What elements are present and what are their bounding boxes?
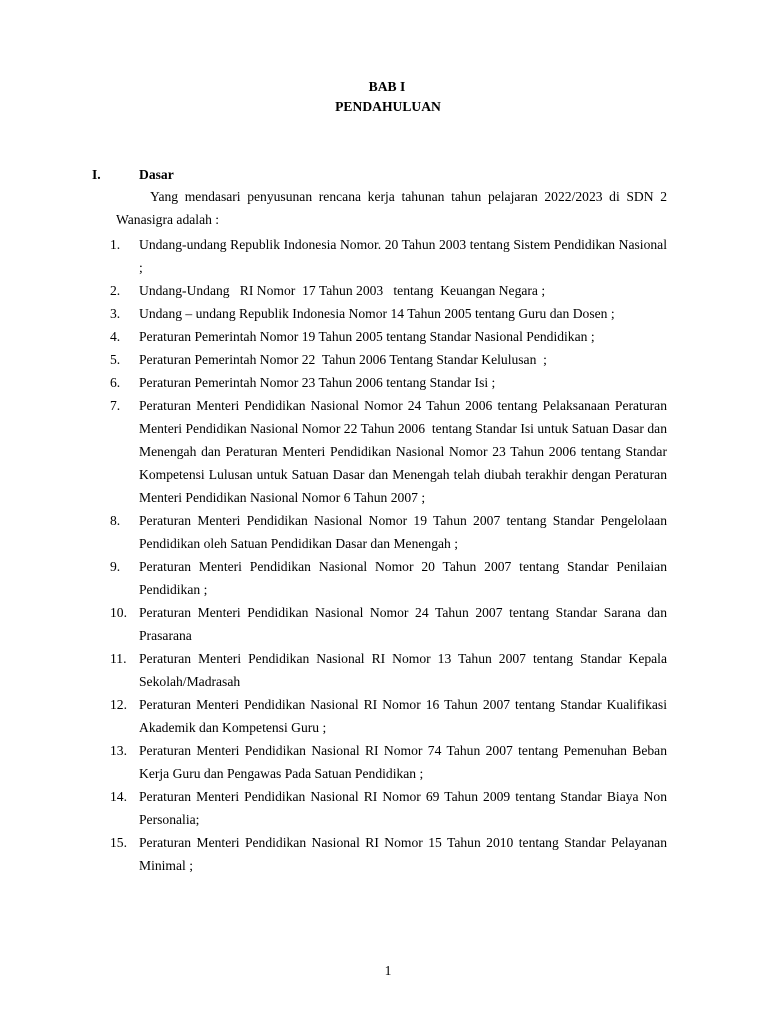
list-item [110,509,671,555]
page-number: 1 [384,963,392,978]
list-item [110,394,671,509]
list-item [110,785,671,831]
section-title: Dasar [139,167,174,182]
list-item-text: Undang-Undang RI Nomor 17 Tahun 2003 tentang Keuangan Negara ; [139,283,546,298]
list-item-number: 15. [110,835,127,850]
list-item-number: 3. [110,306,121,321]
list-item-text: Peraturan Menteri Pendidikan Nasional RI Nomor 16 Tahun 2007 tentang Standar Kualifikasi Akademik dan Kompetensi Guru ; [139,697,670,735]
list-item [110,601,671,647]
list-item-number: 4. [110,329,121,344]
list-item-text: Peraturan Menteri Pendidikan Nasional Nomor 19 Tahun 2007 tentang Standar Pengelolaan Pendidikan oleh Satuan Pendidikan Dasar dan Menengah ; [139,513,671,551]
list-item-number: 5. [110,352,121,367]
list-item-number: 13. [110,743,127,758]
list-item [110,302,667,325]
list-item-text: Peraturan Menteri Pendidikan Nasional RI Nomor 74 Tahun 2007 tentang Pemenuhan Beban Kerja Guru dan Pengawas Pada Satuan Pendidikan ; [139,743,671,781]
list-item [110,233,671,279]
list-item [110,371,667,394]
list-item-number: 11. [110,651,127,666]
section-heading [92,167,174,183]
list-item [110,325,667,348]
list-item-number: 9. [110,559,121,574]
chapter-title: PENDAHULUAN [335,99,441,114]
list-item-text: Peraturan Menteri Pendidikan Nasional RI Nomor 13 Tahun 2007 tentang Standar Kepala Sekolah/Madrasah [139,651,671,689]
list-item-number: 14. [110,789,127,804]
list-item [110,831,671,877]
chapter-heading: BAB I [368,79,406,94]
list-item [110,647,671,693]
list-item-number: 1. [110,237,121,252]
list-item-text: Peraturan Menteri Pendidikan Nasional Nomor 24 Tahun 2006 tentang Pelaksanaan Peraturan Menteri Pendidikan Nasional Nomor 22 Tahun 2006 tentang Standar Isi untuk Satuan Dasar dan Menengah dan Peraturan Menteri Pendidikan Nasional Nomor 23 Tahun 2006 tentang Standar Kompetensi Lulusan untuk Satuan Dasar dan Menengah telah diubah terakhir dengan Peraturan Menteri Pendidikan Nasional Nomor 6 Tahun 2007 ; [139,398,671,505]
list-item-text: Peraturan Menteri Pendidikan Nasional RI Nomor 69 Tahun 2009 tentang Standar Biaya Non Personalia; [139,789,671,827]
regulation-list [0,233,671,877]
list-item-number: 10. [110,605,127,620]
list-item-text: Undang – undang Republik Indonesia Nomor 14 Tahun 2005 tentang Guru dan Dosen ; [139,306,615,321]
list-item-text: Peraturan Pemerintah Nomor 19 Tahun 2005 tentang Standar Nasional Pendidikan ; [139,329,595,344]
list-item-text: Peraturan Menteri Pendidikan Nasional Nomor 24 Tahun 2007 tentang Standar Sarana dan Prasarana [139,605,671,643]
list-item [110,739,671,785]
list-item [110,693,670,739]
list-item-number: 7. [110,398,121,413]
list-item-text: Undang-undang Republik Indonesia Nomor. 20 Tahun 2003 tentang Sistem Pendidikan Nasional ; [139,237,671,275]
section-number: I. [92,167,101,182]
list-item-text: Peraturan Pemerintah Nomor 22 Tahun 2006 Tentang Standar Kelulusan ; [139,352,547,367]
list-item-number: 2. [110,283,121,298]
list-item [110,279,667,302]
list-item [110,555,671,601]
list-item-number: 8. [110,513,121,528]
list-item-number: 12. [110,697,127,712]
list-item-text: Peraturan Menteri Pendidikan Nasional Nomor 20 Tahun 2007 tentang Standar Penilaian Pendidikan ; [139,559,671,597]
list-item-text: Peraturan Pemerintah Nomor 23 Tahun 2006 tentang Standar Isi ; [139,375,496,390]
intro-paragraph: Yang mendasari penyusunan rencana kerja tahunan tahun pelajaran 2022/2023 di SDN 2 Wanasigra adalah : [116,189,667,227]
list-item [110,348,667,371]
list-item-number: 6. [110,375,121,390]
list-item-text: Peraturan Menteri Pendidikan Nasional RI Nomor 15 Tahun 2010 tentang Standar Pelayanan Minimal ; [139,835,671,873]
